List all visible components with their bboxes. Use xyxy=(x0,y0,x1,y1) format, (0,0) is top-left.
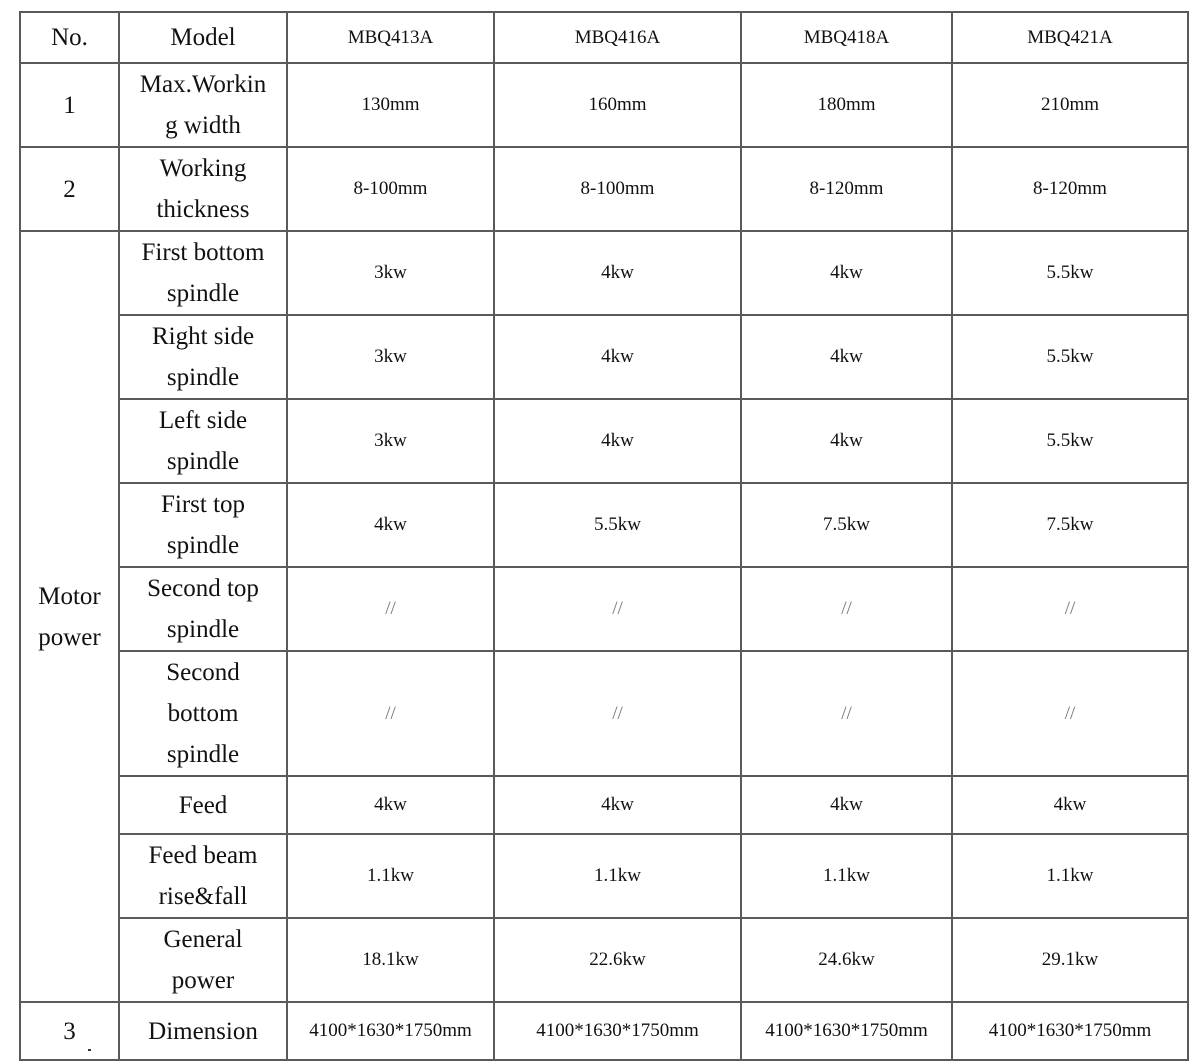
row-label-cell xyxy=(119,399,287,483)
value-cell: 5.5kw xyxy=(952,315,1188,399)
value-cell: 5.5kw xyxy=(952,231,1188,315)
row-label-cell xyxy=(119,483,287,567)
value-cell: 8-120mm xyxy=(741,147,952,231)
table-row xyxy=(20,231,1188,315)
value-cell: 160mm xyxy=(494,63,741,147)
value-cell: 4100*1630*1750mm xyxy=(287,1002,494,1060)
value-cell: 4100*1630*1750mm xyxy=(494,1002,741,1060)
value-cell: // xyxy=(952,651,1188,776)
value-cell: 4kw xyxy=(741,399,952,483)
row-label-cell xyxy=(119,567,287,651)
value-cell: // xyxy=(741,651,952,776)
header-model: Model xyxy=(170,24,236,51)
value-cell: 4kw xyxy=(494,315,741,399)
motor-power-group-cell xyxy=(20,231,119,1002)
table-row xyxy=(20,918,1188,1002)
table-row xyxy=(20,147,1188,231)
value-cell: 1.1kw xyxy=(494,834,741,918)
table-row xyxy=(20,1002,1188,1060)
value-cell: 24.6kw xyxy=(741,918,952,1002)
value-cell: 8-100mm xyxy=(287,147,494,231)
value-cell: 4kw xyxy=(741,231,952,315)
row-label: First bottom spindle xyxy=(141,239,265,307)
row-label-cell xyxy=(119,834,287,918)
value-cell: 210mm xyxy=(952,63,1188,147)
value-cell: 1.1kw xyxy=(287,834,494,918)
value-cell: 4100*1630*1750mm xyxy=(952,1002,1188,1060)
row-no-cell xyxy=(20,63,119,147)
row-label-cell xyxy=(119,1002,287,1060)
value-cell: 7.5kw xyxy=(741,483,952,567)
value-cell: 4kw xyxy=(494,776,741,834)
value-cell: // xyxy=(287,651,494,776)
value-cell: 5.5kw xyxy=(494,483,741,567)
table-row xyxy=(20,651,1188,776)
value-cell: // xyxy=(741,567,952,651)
model-name: MBQ416A xyxy=(574,26,661,48)
value-cell: 1.1kw xyxy=(952,834,1188,918)
row-label-cell xyxy=(119,315,287,399)
row-label: Second bottom spindle xyxy=(166,659,240,768)
row-label: Second top spindle xyxy=(147,575,259,643)
value-cell: 18.1kw xyxy=(287,918,494,1002)
row-no: 2 xyxy=(63,175,76,203)
value-cell: 29.1kw xyxy=(952,918,1188,1002)
row-no-cell xyxy=(20,1002,119,1060)
row-label: First top spindle xyxy=(160,491,246,559)
header-model-cell xyxy=(119,12,287,63)
table-row xyxy=(20,315,1188,399)
row-label: Max.Workin g width xyxy=(139,71,267,139)
spec-table xyxy=(19,11,1189,1061)
row-no-cell xyxy=(20,147,119,231)
value-cell: 130mm xyxy=(287,63,494,147)
motor-power-label: Motor power xyxy=(38,582,101,651)
model-name: MBQ418A xyxy=(803,26,890,48)
value-cell: 4kw xyxy=(741,776,952,834)
model-name: MBQ413A xyxy=(347,26,434,48)
table-row xyxy=(20,567,1188,651)
table-row xyxy=(20,776,1188,834)
value-cell: 1.1kw xyxy=(741,834,952,918)
value-cell: 4100*1630*1750mm xyxy=(741,1002,952,1060)
value-cell: // xyxy=(494,651,741,776)
table-row xyxy=(20,834,1188,918)
table-row xyxy=(20,63,1188,147)
row-label: Dimension xyxy=(148,1017,258,1045)
row-label-cell xyxy=(119,147,287,231)
value-cell: 7.5kw xyxy=(952,483,1188,567)
value-cell: // xyxy=(952,567,1188,651)
header-model-4 xyxy=(952,12,1188,63)
header-no: No. xyxy=(51,24,88,51)
value-cell: 4kw xyxy=(287,483,494,567)
value-cell: 4kw xyxy=(494,399,741,483)
row-label: Feed xyxy=(178,791,228,819)
model-name: MBQ421A xyxy=(1027,26,1113,48)
header-model-3 xyxy=(741,12,952,63)
value-cell: 22.6kw xyxy=(494,918,741,1002)
table-row xyxy=(20,399,1188,483)
row-no: 3 xyxy=(63,1017,76,1045)
row-label: Left side spindle xyxy=(158,407,248,475)
row-label-cell xyxy=(119,63,287,147)
row-label-cell xyxy=(119,918,287,1002)
value-cell: 3kw xyxy=(287,399,494,483)
value-cell: 5.5kw xyxy=(952,399,1188,483)
stray-mark xyxy=(88,1049,91,1051)
value-cell: // xyxy=(287,567,494,651)
value-cell: 8-120mm xyxy=(952,147,1188,231)
value-cell: 4kw xyxy=(494,231,741,315)
row-label-cell xyxy=(119,651,287,776)
value-cell: 3kw xyxy=(287,315,494,399)
value-cell: 4kw xyxy=(952,776,1188,834)
header-model-2 xyxy=(494,12,741,63)
row-label: Working thickness xyxy=(156,155,250,223)
row-label: Right side spindle xyxy=(151,323,255,391)
row-label-cell xyxy=(119,776,287,834)
header-model-1 xyxy=(287,12,494,63)
row-no: 1 xyxy=(63,91,76,119)
row-label-cell xyxy=(119,231,287,315)
value-cell: 8-100mm xyxy=(494,147,741,231)
value-cell: 4kw xyxy=(741,315,952,399)
value-cell: // xyxy=(494,567,741,651)
header-no-cell xyxy=(20,12,119,63)
value-cell: 4kw xyxy=(287,776,494,834)
value-cell: 180mm xyxy=(741,63,952,147)
row-label: General power xyxy=(163,926,243,994)
header-row xyxy=(20,12,1188,63)
value-cell: 3kw xyxy=(287,231,494,315)
row-label: Feed beam rise&fall xyxy=(148,842,258,910)
table-row xyxy=(20,483,1188,567)
